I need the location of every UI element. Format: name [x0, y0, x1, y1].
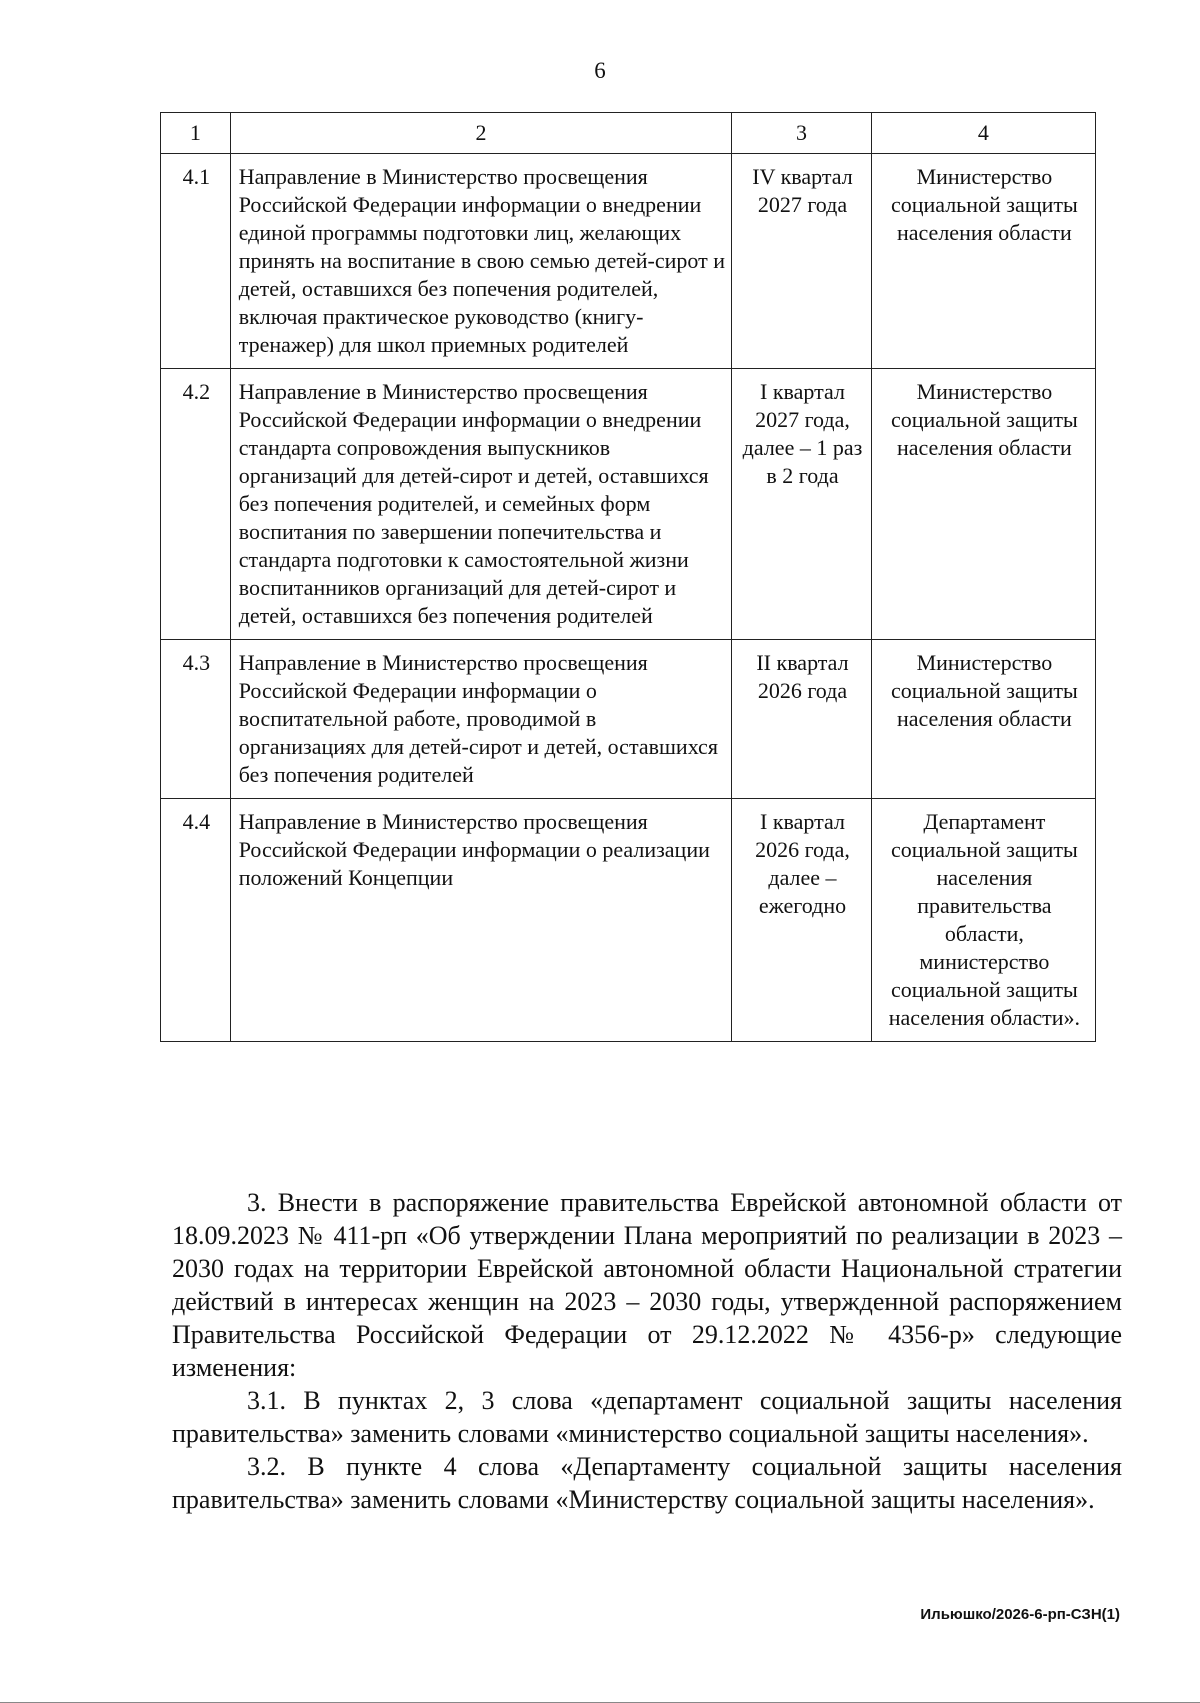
row-action: Направление в Министерство просвещения Российской Федерации информации о реализации положений Концепции	[230, 799, 731, 1042]
row-deadline: I квартал 2026 года, далее – ежегодно	[732, 799, 872, 1042]
plan-table	[160, 112, 1096, 1042]
header-cell-2: 2	[230, 113, 731, 154]
row-number: 4.1	[161, 154, 231, 369]
paragraph-3-2: 3.2. В пункте 4 слова «Департаменту социальной защиты населения правительства» заменить словами «Министерству социальной защиты населения».	[172, 1452, 1122, 1514]
table-header-row	[161, 113, 1096, 154]
row-number: 4.2	[161, 369, 231, 640]
table-row	[161, 154, 1096, 369]
paragraph-3: 3. Внести в распоряжение правительства Еврейской автономной области от 18.09.2023 № 411-рп «Об утверждении Плана мероприятий по реализации в 2023 – 2030 годах на территории Еврейской автономной области Национальной стратегии действий в интересах женщин на 2023 – 2030 годы, утвержденной распоряжением Правительства Российской Федерации от 29.12.2022 № 4356-р» следующие изменения:	[172, 1188, 1122, 1382]
header-cell-4: 4	[871, 113, 1095, 154]
table-row	[161, 640, 1096, 799]
row-action: Направление в Министерство просвещения Российской Федерации информации о воспитательной работе, проводимой в организациях для детей-сирот и детей, оставшихся без попечения родителей	[230, 640, 731, 799]
row-deadline: II квартал 2026 года	[732, 640, 872, 799]
header-cell-3: 3	[732, 113, 872, 154]
row-responsible: Министерство социальной защиты населения области	[871, 640, 1095, 799]
row-action: Направление в Министерство просвещения Российской Федерации информации о внедрении стандарта сопровождения выпускников организаций для детей-сирот и детей, оставшихся без попечения родителей, и семейных форм воспитания по завершении попечительства и стандарта подготовки к самостоятельной жизни воспитанников организаций для детей-сирот и детей, оставшихся без попечения родителей	[230, 369, 731, 640]
table-row	[161, 369, 1096, 640]
row-number: 4.3	[161, 640, 231, 799]
document-code: Ильюшко/2026-6-рп-СЗН(1)	[920, 1606, 1120, 1623]
row-responsible: Департамент социальной защиты населения правительства области, министерство социальной защиты населения области».	[871, 799, 1095, 1042]
row-action: Направление в Министерство просвещения Российской Федерации информации о внедрении единой программы подготовки лиц, желающих принять на воспитание в свою семью детей-сирот и детей, оставшихся без попечения родителей, включая практическое руководство (книгу-тренажер) для школ приемных родителей	[230, 154, 731, 369]
row-number: 4.4	[161, 799, 231, 1042]
row-deadline: I квартал 2027 года, далее – 1 раз в 2 года	[732, 369, 872, 640]
row-responsible: Министерство социальной защиты населения области	[871, 154, 1095, 369]
row-responsible: Министерство социальной защиты населения области	[871, 369, 1095, 640]
page-number: 6	[594, 58, 606, 83]
header-cell-1: 1	[161, 113, 231, 154]
paragraph-3-1: 3.1. В пунктах 2, 3 слова «департамент социальной защиты населения правительства» заменить словами «министерство социальной защиты населения».	[172, 1386, 1122, 1448]
amendment-text	[172, 1186, 1122, 1516]
row-deadline: IV квартал 2027 года	[732, 154, 872, 369]
table-row	[161, 799, 1096, 1042]
